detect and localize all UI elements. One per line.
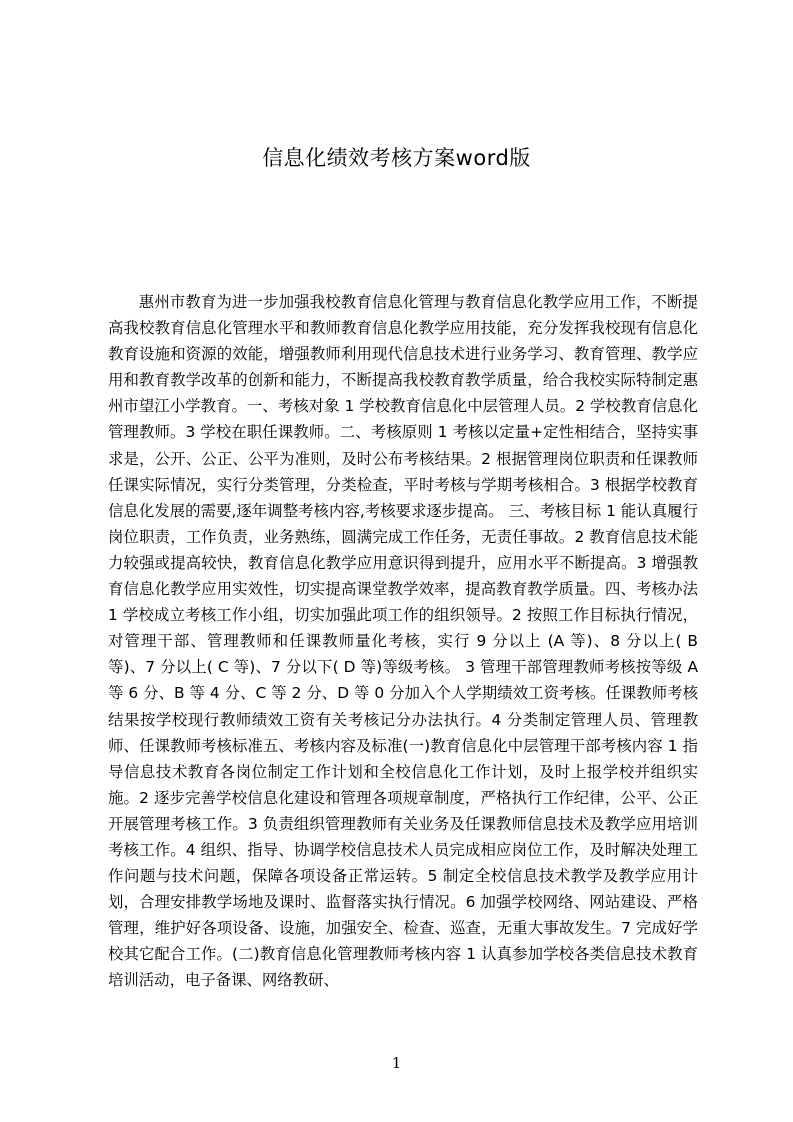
document-title: 信息化绩效考核方案word版: [262, 146, 531, 170]
document-body: 惠州市教育为进一步加强我校教育信息化管理与教育信息化教学应用工作，不断提高我校教育信息化管理水平和教师教育信息化教学应用技能，充分发挥我校现有信息化教育设施和资源的效能，增强教师利用现代信息技术进行业务学习、教育管理、教学应用和教育教学改革的创新和能力，不断提高我校教育教学质量，给合我校实际特制定惠州市望江小学教育。一、考核对象 1 学校教育信息化中层管理人员。2 学校教育信息化管理教师。3 学校在职任课教师。二、考核原则 1 考核以定量+定性相结合，坚持实事求是，公开、公正、公平为准则，及时公布考核结果。2 根据管理岗位职责和任课教师任课实际情况，实行分类管理，分类检查，平时考核与学期考核相合。3 根据学校教育信息化发展的需要,逐年调整考核内容,考核要求逐步提高。 三、考核目标 1 能认真履行岗位职责，工作负责，业务熟练，圆满完成工作任务，无责任事故。2 教育信息技术能力较强或提高较快，教育信息化教学应用意识得到提升，应用水平不断提高。3 增强教育信息化教学应用实效性，切实提高课堂教学效率，提高教育教学质量。四、考核办法 1 学校成立考核工作小组，切实加强此项工作的组织领导。2 按照工作目标执行情况，对管理干部、管理教师和任课教师量化考核，实行 9 分以上 (A 等)、8 分以上( B 等)、7 分以上( C 等)、7 分以下( D 等)等级考核。 3 管理干部管理教师考核按等级 A 等 6 分、B 等 4 分、C 等 2 分、D 等 0 分加入个人学期绩效工资考核。任课教师考核结果按学校现行教师绩效工资有关考核记分办法执行。4 分类制定管理人员、管理教师、任课教师考核标准五、考核内容及标准(一)教育信息化中层管理干部考核内容 1 指导信息技术教育各岗位制定工作计划和全校信息化工作计划，及时上报学校并组织实施。2 逐步完善学校信息化建设和管理各项规章制度，严格执行工作纪律，公平、公正开展管理考核工作。3 负责组织管理教师有关业务及任课教师信息技术及教学应用培训考核工作。4 组织、指导、协调学校信息技术人员完成相应岗位工作，及时解决处理工作问题与技术问题，保障各项设备正常运转。5 制定全校信息技术教学及教学应用计划，合理安排教学场地及课时、监督落实执行情况。6 加强学校网络、网站建设、严格管理，维护好各项设备、设施，加强安全、检查、巡查，无重大事故发生。7 完成好学校其它配合工作。(二)教育信息化管理教师考核内容 1 认真参加学校各类信息技术教育培训活动，电子备课、网络教研、: [108, 293, 698, 990]
page-number: 1: [391, 1054, 402, 1072]
